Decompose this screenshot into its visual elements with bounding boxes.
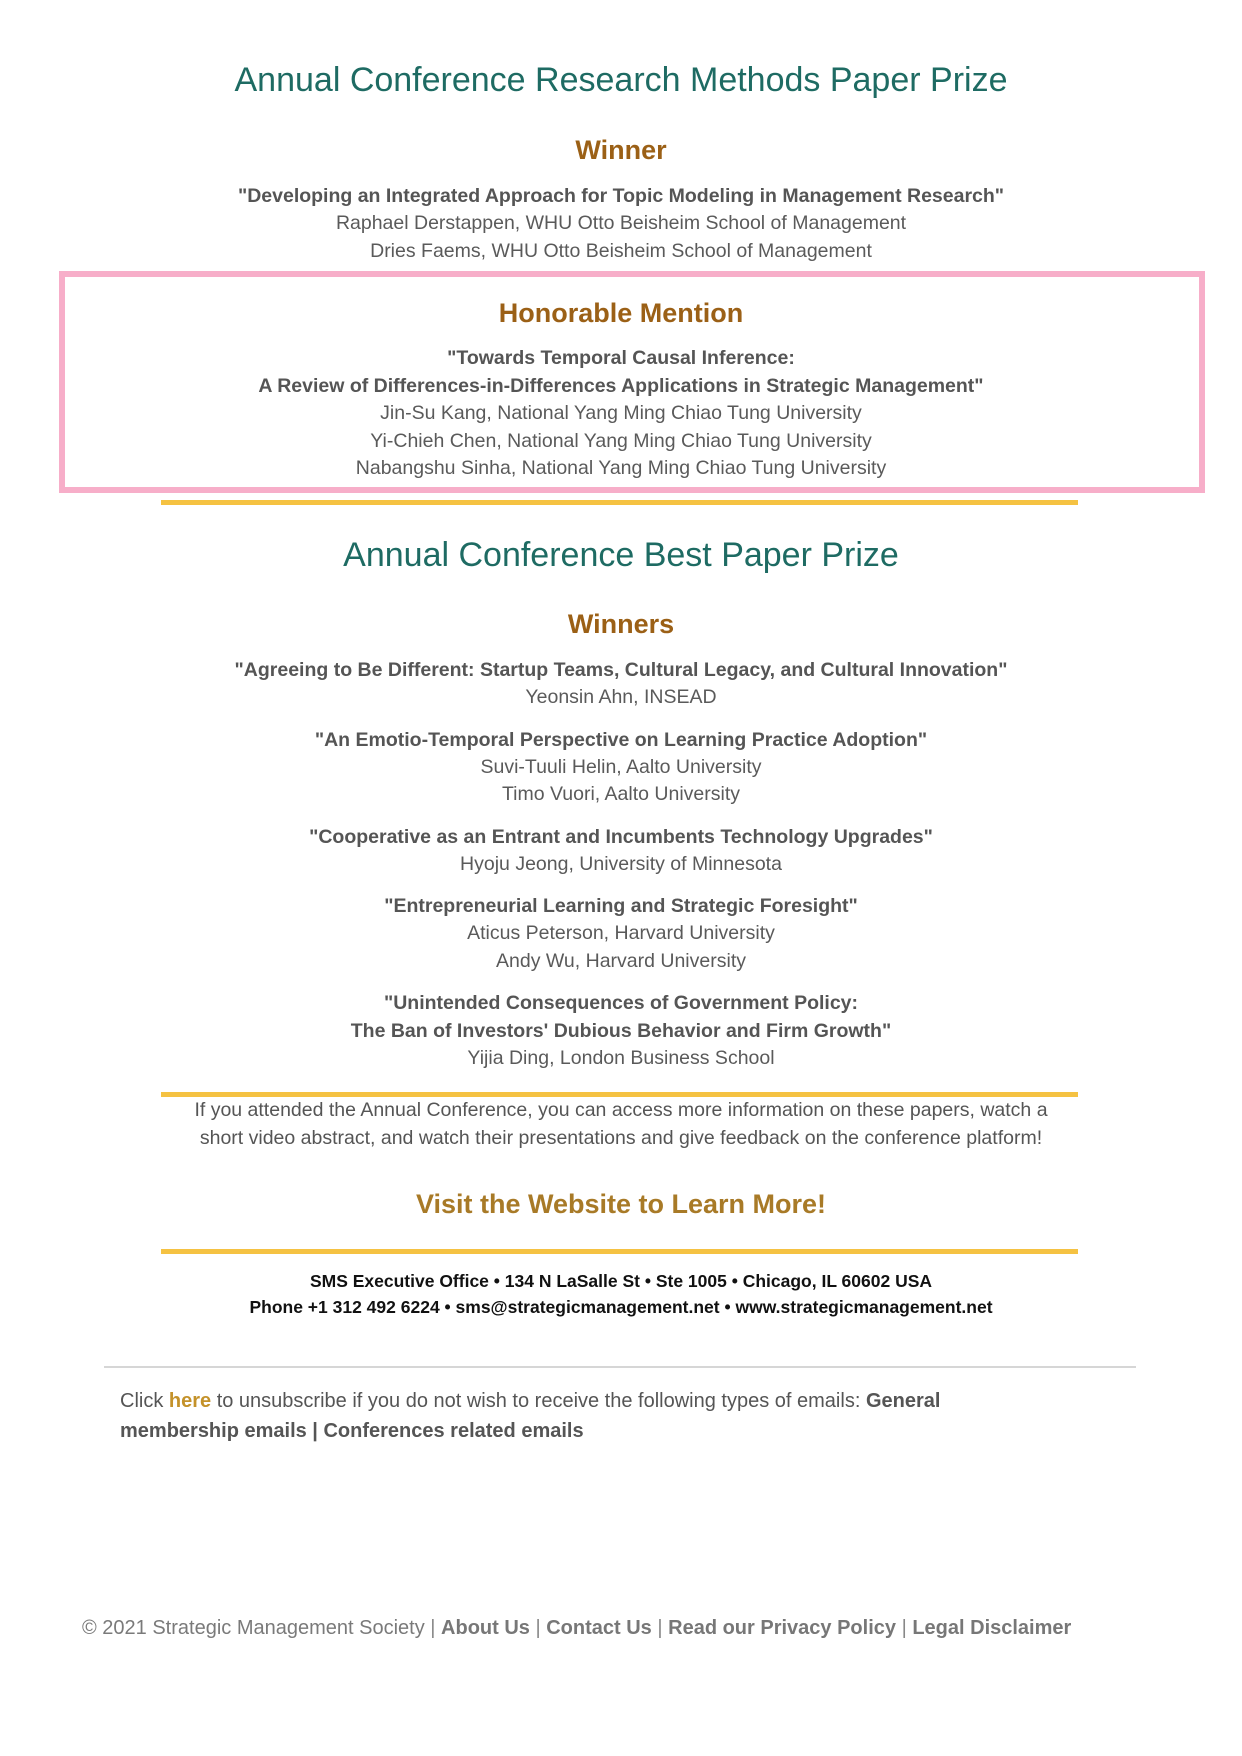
- author: Timo Vuori, Aalto University: [501, 783, 741, 805]
- paper-title-line: A Review of Differences-in-Differences Applications in Strategic Management": [258, 375, 984, 397]
- cta-block: [0, 1188, 1242, 1220]
- divider: [161, 1249, 1078, 1254]
- paper-title: "Agreeing to Be Different: Startup Teams, Cultural Legacy, and Cultural Innovation": [234, 659, 1008, 681]
- unsubscribe-prefix: Click: [120, 1390, 169, 1412]
- winner-paper: [0, 182, 1242, 265]
- address-line: SMS Executive Office • 134 N LaSalle St • Ste 1005 • Chicago, IL 60602 USA: [309, 1271, 933, 1291]
- winner-heading: Winner: [575, 135, 667, 165]
- winners-block: [0, 608, 1242, 640]
- winner-block: [0, 134, 1242, 166]
- email-type-separator: |: [306, 1420, 324, 1442]
- contact-us-link[interactable]: Contact Us: [546, 1617, 652, 1639]
- footer-separator: |: [896, 1617, 913, 1639]
- research-methods-prize-section: [0, 60, 1242, 100]
- legal-disclaimer-link[interactable]: Legal Disclaimer: [912, 1617, 1072, 1639]
- paper-entry: [0, 726, 1242, 809]
- author: Aticus Peterson, Harvard University: [467, 922, 775, 944]
- author: Yi-Chieh Chen, National Yang Ming Chiao Tung University: [370, 429, 872, 452]
- footer-separator: |: [651, 1617, 669, 1639]
- author: Andy Wu, Harvard University: [496, 949, 746, 972]
- best-paper-list: [0, 656, 1242, 1087]
- author: Hyoju Jeong, University of Minnesota: [460, 852, 782, 875]
- paper-entry: [0, 823, 1242, 879]
- contact-line: Phone +1 312 492 6224 • sms@strategicmanagement.net • www.strategicmanagement.net: [249, 1297, 993, 1317]
- unsubscribe-link[interactable]: here: [168, 1390, 212, 1412]
- author: Yeonsin Ahn, INSEAD: [525, 686, 717, 708]
- author: Suvi-Tuuli Helin, Aalto University: [480, 755, 762, 778]
- copyright: © 2021 Strategic Management Society: [82, 1617, 425, 1639]
- info-line: short video abstract, and watch their presentations and give feedback on the conference platform!: [199, 1127, 1043, 1149]
- about-us-link[interactable]: About Us: [441, 1617, 530, 1639]
- honorable-mention-block: [0, 297, 1242, 329]
- email-type-conferences: Conferences related emails: [323, 1420, 584, 1442]
- visit-website-link[interactable]: Visit the Website to Learn More!: [415, 1189, 827, 1219]
- footer-separator: |: [424, 1617, 442, 1639]
- footer-separator: |: [529, 1617, 547, 1639]
- email-type-general: General membership emails: [120, 1390, 941, 1442]
- footer: [82, 1613, 1071, 1643]
- author: Dries Faems, WHU Otto Beisheim School of Management: [370, 239, 872, 262]
- author: Yijia Ding, London Business School: [467, 1047, 775, 1069]
- paper-title-line: "Towards Temporal Causal Inference:: [447, 347, 795, 369]
- paper-title: "An Emotio-Temporal Perspective on Learning Practice Adoption": [314, 728, 928, 751]
- divider: [161, 500, 1078, 505]
- grey-divider: [104, 1366, 1136, 1368]
- author: Nabangshu Sinha, National Yang Ming Chiao Tung University: [355, 457, 887, 479]
- honorable-mention-paper: [0, 344, 1242, 483]
- paper-title-line: The Ban of Investors' Dubious Behavior and Firm Growth": [350, 1020, 892, 1042]
- info-line: If you attended the Annual Conference, you can access more information on these papers, watch a: [194, 1099, 1048, 1121]
- paper-title: "Developing an Integrated Approach for Topic Modeling in Management Research": [237, 185, 1005, 207]
- author: Jin-Su Kang, National Yang Ming Chiao Tung University: [380, 402, 862, 424]
- paper-title-line: "Unintended Consequences of Government Policy:: [383, 992, 859, 1014]
- paper-entry: [0, 892, 1242, 975]
- honorable-mention-heading: Honorable Mention: [498, 298, 744, 328]
- author: Raphael Derstappen, WHU Otto Beisheim School of Management: [335, 212, 907, 234]
- paper-title: "Entrepreneurial Learning and Strategic Foresight": [384, 895, 858, 917]
- address-block: [0, 1268, 1242, 1320]
- research-methods-prize-title: Annual Conference Research Methods Paper Prize: [234, 61, 1008, 99]
- unsubscribe-text: [120, 1386, 1040, 1446]
- unsubscribe-middle: to unsubscribe if you do not wish to receive the following types of emails:: [211, 1390, 866, 1412]
- info-text: [0, 1096, 1242, 1152]
- paper-title: "Cooperative as an Entrant and Incumbents Technology Upgrades": [309, 825, 933, 848]
- winners-heading: Winners: [567, 609, 675, 639]
- best-paper-prize-title: Annual Conference Best Paper Prize: [343, 536, 899, 574]
- best-paper-prize-section: [0, 535, 1242, 575]
- paper-entry: [0, 656, 1242, 712]
- privacy-policy-link[interactable]: Read our Privacy Policy: [668, 1617, 897, 1639]
- paper-entry: [0, 989, 1242, 1073]
